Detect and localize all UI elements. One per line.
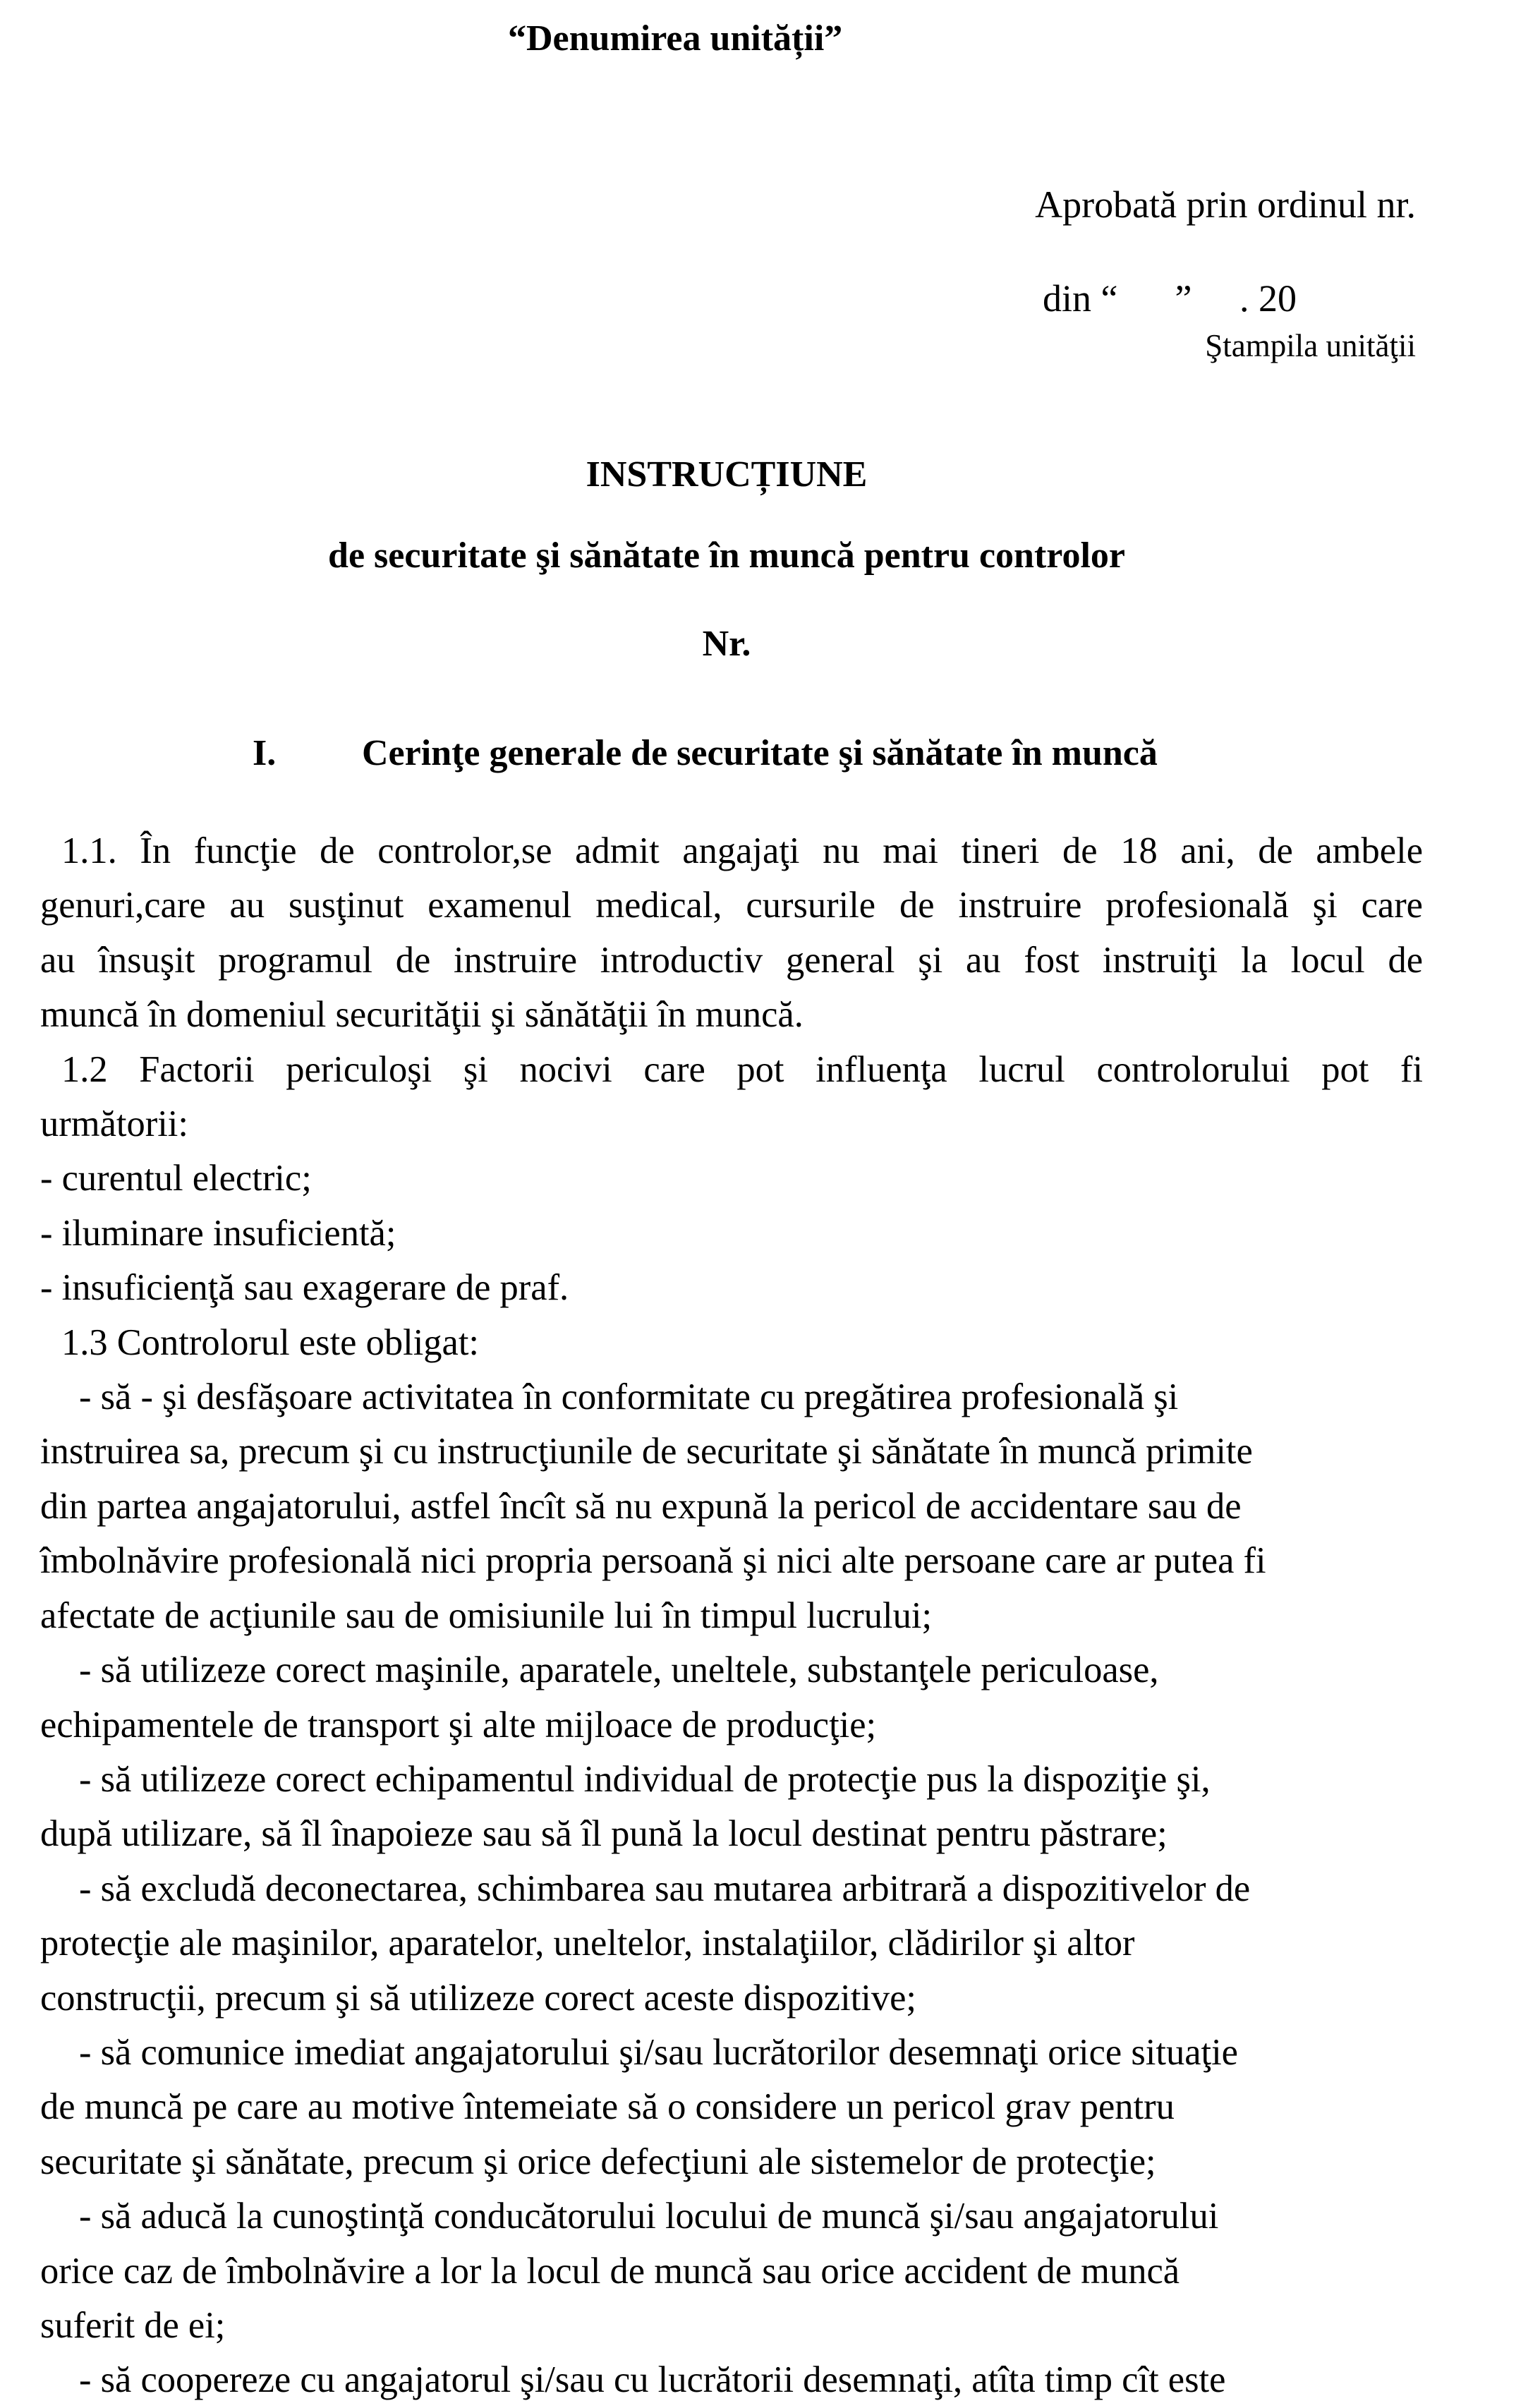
paragraph-line: - să comunice imediat angajatorului şi/sau lucrătorilor desemnaţi orice situaţie [79,2031,1238,2073]
paragraph-line: din partea angajatorului, astfel încît să nu expună la pericol de accidentare sau de [40,1485,1242,1527]
obligation-item [40,2353,1423,2407]
paragraph-line: echipamentele de transport şi alte mijloace de producţie; [40,1704,877,1746]
paragraph-1-1-cont [40,878,1423,1042]
approval-order-line: Aprobată prin ordinul nr. [1035,183,1416,226]
paragraph-line: - să excludă deconectarea, schimbarea sau mutarea arbitrară a dispozitivelor de [79,1868,1251,1909]
paragraph-line: - să coopereze cu angajatorul şi/sau cu lucrătorii desemnaţi, atîta timp cît este [79,2359,1226,2401]
document-number: Nr. [702,624,751,664]
paragraph-line: - să utilizeze corect echipamentul individual de protecţie pus la dispoziţie şi, [79,1758,1211,1800]
paragraph-line: îmbolnăvire profesională nici propria persoană şi nici alte persoane care ar putea fi [40,1540,1266,1582]
paragraph-line: de muncă pe care au motive întemeiate să o considere un pericol grav pentru [40,2086,1175,2128]
obligation-item [40,1370,1423,1643]
paragraph-line: construcţii, precum şi să utilizeze corect aceste dispozitive; [40,1977,917,2019]
paragraph-line: 1.3 Controlorul este obligat: [61,1321,480,1363]
paragraph-1-2 [40,1043,1423,1097]
paragraph-line: 1.1. În funcţie de controlor,se admit angajaţi nu mai tineri de 18 ani, de ambele [61,830,1423,871]
factor-item: - insuficienţă sau exagerare de praf. [40,1267,569,1309]
obligation-item [40,2026,1423,2189]
factor-item: - curentul electric; [40,1158,312,1199]
obligation-item [40,2189,1423,2353]
section-heading [253,729,1158,778]
unit-name: “Denumirea unității” [508,18,843,59]
document-body [40,824,1423,2408]
paragraph-line: securitate şi sănătate, precum şi orice defecţiuni ale sistemelor de protecţie; [40,2141,1156,2182]
paragraph-1-1 [40,824,1423,878]
document-title: INSTRUCȚIUNE [586,454,868,495]
section-number: I. [253,733,277,773]
paragraph-line: următorii: [40,1103,188,1145]
section-title: Cerinţe generale de securitate şi sănătate în muncă [362,733,1158,773]
paragraph-line: au însuşit programul de instruire introductiv general şi au fost instruiţi la locul de [40,939,1423,981]
paragraph-line: muncă în domeniul securităţii şi sănătăţii în muncă. [40,994,804,1036]
paragraph-1-3 [40,1316,1423,1370]
obligation-item [40,1753,1423,1862]
paragraph-line: după utilizare, să îl înapoieze sau să îl pună la locul destinat pentru păstrare; [40,1813,1168,1855]
paragraph-line: 1.2 Factorii periculoşi şi nocivi care pot influenţa lucrul controlorului pot fi [61,1048,1423,1090]
paragraph-line: - să aducă la cunoştinţă conducătorului locului de muncă şi/sau angajatorului [79,2196,1219,2237]
paragraph-line: genuri,care au susţinut examenul medical, cursurile de instruire profesională şi care [40,885,1423,926]
paragraph-line: - să - şi desfăşoare activitatea în conformitate cu pregătirea profesională şi [79,1377,1179,1418]
paragraph-line: afectate de acţiunile sau de omisiunile lui în timpul lucrului; [40,1595,933,1636]
approval-date-line: din “ ” . 20 [1043,277,1297,320]
stamp-label: Ştampila unităţii [1205,328,1416,363]
paragraph-line: suferit de ei; [40,2304,226,2346]
factor-item: - iluminare insuficientă; [40,1212,396,1254]
paragraph-line: instruirea sa, precum şi cu instrucţiunile de securitate şi sănătate în muncă primite [40,1431,1253,1472]
paragraph-line: - să utilizeze corect maşinile, aparatele, uneltele, substanţele periculoase, [79,1650,1159,1691]
paragraph-1-2-cont [40,1097,1423,1316]
paragraph-line: protecţie ale maşinilor, aparatelor, uneltelor, instalaţiilor, clădirilor şi altor [40,1923,1135,1964]
obligation-item [40,1643,1423,1753]
obligation-item [40,1862,1423,2026]
paragraph-line: orice caz de îmbolnăvire a lor la locul de muncă sau orice accident de muncă [40,2250,1180,2292]
document-subtitle: de securitate şi sănătate în muncă pentru controlor [328,536,1125,576]
